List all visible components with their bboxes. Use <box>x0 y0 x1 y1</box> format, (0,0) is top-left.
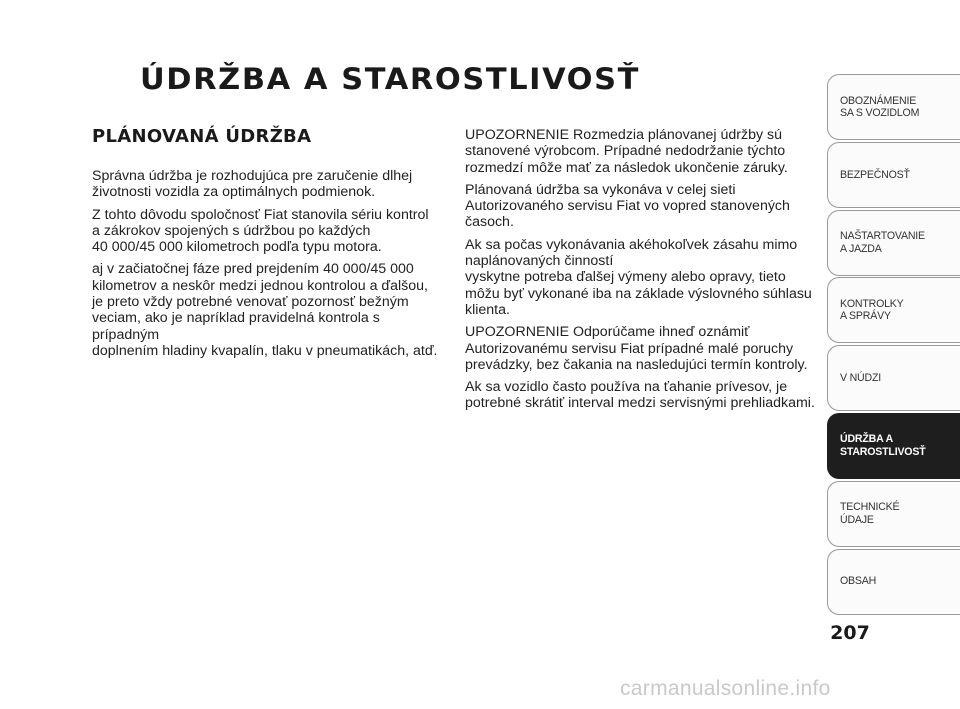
page-number: 207 <box>830 622 870 644</box>
chapter-tabs <box>827 74 960 616</box>
tab-oboznamenie[interactable]: OBOZNÁMENIE SA S VOZIDLOM <box>827 74 960 140</box>
section-title: PLÁNOVANÁ ÚDRŽBA <box>92 126 312 147</box>
right-paragraph-5: Ak sa vozidlo často používa na ťahanie prívesov, je potrebné skrátiť interval medzi servisnými prehliadkami. <box>465 379 815 412</box>
tab-udrzba[interactable]: ÚDRŽBA A STAROSTLIVOSŤ <box>827 413 960 479</box>
right-paragraph-1: UPOZORNENIE Rozmedzia plánovanej údržby sú stanovené výrobcom. Prípadné nedodržanie týchto rozmedzí môže mať za následok ukončenie záruky. <box>465 127 788 176</box>
tab-nastartovanie[interactable]: NAŠTARTOVANIE A JAZDA <box>827 210 960 276</box>
tab-obsah[interactable]: OBSAH <box>827 549 960 615</box>
tab-v-nudzi[interactable]: V NÚDZI <box>827 345 960 411</box>
tab-kontrolky[interactable]: KONTROLKY A SPRÁVY <box>827 277 960 343</box>
right-paragraph-2: Plánovaná údržba sa vykonáva v celej sieti Autorizovaného servisu Fiat vo vopred stanovených časoch. <box>465 181 790 231</box>
left-column <box>92 168 444 365</box>
tab-technicke-udaje[interactable]: TECHNICKÉ ÚDAJE <box>827 481 960 547</box>
left-paragraph-2: Z tohto dôvodu spoločnosť Fiat stanovila sériu kontrol a zákrokov spojených s údržbou po každých 40 000/45 000 kilometroch podľa typu motora. <box>92 206 429 256</box>
right-paragraph-3: Ak sa počas vykonávania akéhokoľvek zásahu mimo naplánovaných činností vyskytne potreba ďalšej výmeny alebo opravy, tieto môžu byť vykonané iba na základe výslovného súhlasu klienta. <box>465 236 812 318</box>
watermark: carmanualsonline.info <box>620 677 831 700</box>
left-paragraph-1: Správna údržba je rozhodujúca pre zaručenie dlhej životnosti vozidla za optimálnych podmienok. <box>92 168 413 201</box>
right-column <box>465 127 815 418</box>
left-paragraph-3: aj v začiatočnej fáze pred prejdením 40 000/45 000 kilometrov a neskôr medzi jednou kontrolou a ďalšou, je preto vždy potrebné venovať pozornosť bežným veciam, ako je napríklad pravidelná kontrola s prípadným doplnením hladiny kvapalín, tlaku v pneumatikách, atď. <box>92 261 438 359</box>
tab-bezpecnost[interactable]: BEZPEČNOSŤ <box>827 142 960 208</box>
chapter-title: ÚDRŽBA A STAROSTLIVOSŤ <box>139 62 640 96</box>
right-paragraph-4: UPOZORNENIE Odporúčame ihneď oznámiť Autorizovanému servisu Fiat prípadné malé poruchy prevádzky, bez čakania na nasledujúci termín kontroly. <box>465 324 808 373</box>
